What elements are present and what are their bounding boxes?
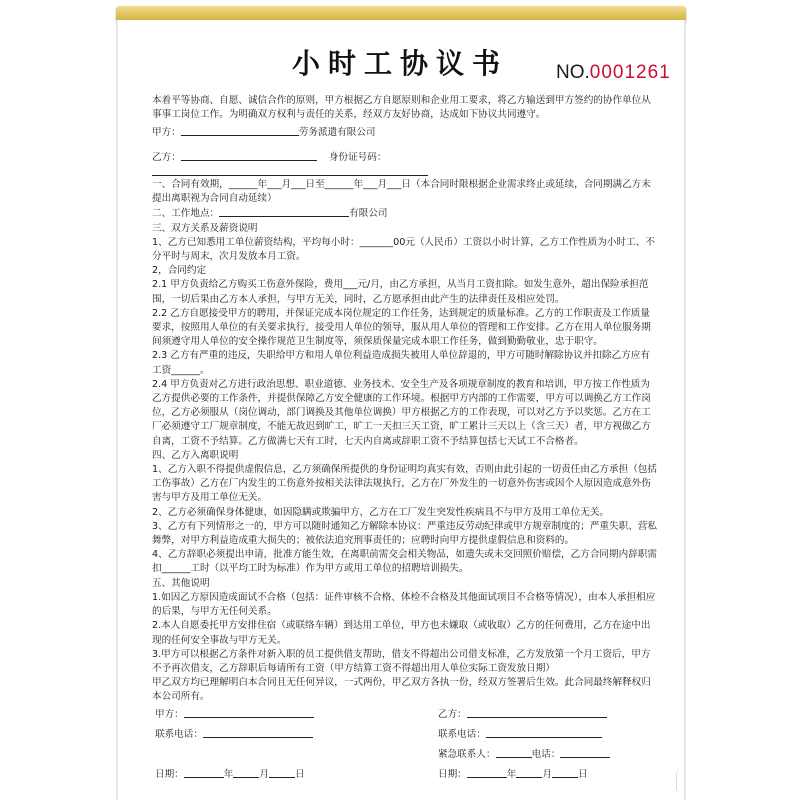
closing-paragraph: 甲乙双方均已理解明白本合同且无任何异议，一式两份，甲乙双方各执一份，经双方签署后生效。此合同最终解释权归本公司所有。 xyxy=(152,677,651,703)
clause-2-4: 2.4 甲方负责对乙方进行政治思想、职业道德、业务技术、安全生产及各项规章制度的教育和培训，甲方按工作性质为乙方提供必要的工作条件，并提供保障乙方安全健康的工作环境。根据甲方内部的工作需要，甲方可以调换乙方工作岗位，乙方必须服从（岗位调动，部门调换及其他单位调换）甲方根据乙方的工作表现，可以对乙方予以奖惩。乙方在工厂必须遵守工厂规章制度，不能无故迟到旷工，旷工一天扣三天工资，旷工累计三天以上（含三天）者，甲方视做乙方自离，工资不予结算。乙方做满七天有工时，七天内自离或辞职工资不予结算包括七天试工不合格者。 xyxy=(152,378,651,447)
clause-4-heading: 四、乙方入离职说明 xyxy=(152,449,239,461)
party-a-line xyxy=(152,125,658,140)
intro-paragraph: 本着平等协商、自愿、诚信合作的原则，甲方根据乙方自愿原则和企业用工要求，将乙方输送到甲方签约的协作单位从事事工岗位工作。为明确双方权利与责任的关系，经双方友好协商，达成如下协议共同遵守。 xyxy=(152,95,651,121)
sig-party-b-date-label: 日期： xyxy=(438,769,467,780)
emergency-phone-blank[interactable] xyxy=(560,746,610,758)
sig-party-a-phone xyxy=(155,726,313,740)
clause-2-label: 二、工作地点： xyxy=(152,208,220,220)
sig-a-year-blank[interactable] xyxy=(184,766,224,778)
emergency-contact-label: 紧急联系人： xyxy=(438,749,496,760)
clause-2-1: 2.1 甲方负责给乙方购买工伤意外保险，费用___元/月，由乙方承担，从当月工资扣除。如发生意外，超出保险承担范围，一切后果由乙方本人承担，与甲方无关，同时，乙方愿承担由此产生的法律责任及相应处罚。 xyxy=(152,279,649,305)
clause-3-1: 1、乙方已知悉用工单位薪资结构，平均每小时：_______00元（人民币）工资以小时计算，乙方工作性质为小时工、不分平时与周末，次月发放本月工资。 xyxy=(152,236,655,263)
id-blank[interactable] xyxy=(152,165,428,176)
sig-party-b-phone xyxy=(438,726,602,740)
sig-a-month-blank[interactable] xyxy=(233,766,259,778)
sig-party-a-phone-label: 联系电话： xyxy=(155,729,203,740)
sig-emergency xyxy=(438,746,610,760)
work-location-blank[interactable] xyxy=(219,206,349,217)
party-a-blank[interactable] xyxy=(181,125,299,136)
clause-5-3: 3.甲方可以根据乙方条件对新入职的员工提供借支帮助，借支不得超出公司借支标准，乙方发放第一个月工资后，甲方不予再次借支，乙方辞职后每请所有工资（甲方结算工资不得超出用人单位实际工资发放日期） xyxy=(152,648,651,674)
sig-party-a-blank[interactable] xyxy=(184,706,314,718)
sig-party-a-date xyxy=(155,766,305,780)
party-a-label: 甲方： xyxy=(152,127,181,138)
party-b-blank[interactable] xyxy=(181,150,317,161)
clause-4-4: 4、乙方辞职必须提出申请，批准方能生效，在离职前需交会相关物品，如遗失或未交回照价赔偿，乙方合同期内辞职需扣______工时（以平均工时为标准）作为甲方或用工单位的招聘培训损失。 xyxy=(152,549,657,575)
serial-prefix: NO. xyxy=(556,62,590,83)
serial-digits: 0001261 xyxy=(589,62,671,83)
clause-4-2: 2、乙方必须确保身体健康，如因隐瞒或欺骗甲方，乙方在工厂发生突发性疾病具不与甲方及用工单位无关。 xyxy=(152,506,610,518)
id-label: 身份证号码： xyxy=(328,152,387,163)
clause-5-2: 2.本人自愿委托甲方安排住宿（或联络车辆）到达用工单位，甲方也未嫌取（或收取）乙方的任何费用，乙方在途中出现的任何安全事故与甲方无关。 xyxy=(152,620,651,646)
serial-number xyxy=(556,62,671,84)
sig-party-a-label: 甲方： xyxy=(155,709,184,720)
document-title: 小时工协议书 xyxy=(291,47,508,80)
sig-party-b xyxy=(438,706,607,720)
clause-2-2: 2.2 乙方自愿接受甲方的聘用，并保证完成本岗位规定的工作任务，达到规定的质量标准。乙方的工作职责及工作质量要求，按照用人单位的有关要求执行，接受用人单位的领导，服从用人单位的管理和工作安排。乙方在用人单位服务期间须遵守用人单位的安全操作规范卫生制度等，须保质保量完成本职工作任务，做到勤勤敬业，忠于职守。 xyxy=(152,307,651,348)
clause-2 xyxy=(152,206,658,221)
intro-section xyxy=(152,94,658,122)
sig-party-a-phone-blank[interactable] xyxy=(203,726,313,738)
sig-party-b-blank[interactable] xyxy=(467,706,607,718)
month-label: 月 xyxy=(542,769,552,780)
day-label: 日 xyxy=(294,769,305,780)
clause-3-2: 2，合同约定 xyxy=(152,265,207,277)
clause-2-3: 2.3 乙方有严重的违反，失职给甲方和用人单位利益造成损失被用人单位辞退的，甲方可随时解除协议并扣除乙方应有工资______。 xyxy=(152,350,650,376)
sig-b-year-blank[interactable] xyxy=(467,766,507,778)
sig-b-day-blank[interactable] xyxy=(552,766,578,778)
clause-1: 一、合同有效期，______年___月___日至______年___月___日（本合同时限根据企业需求终止或延续，合同期满乙方未提出离职视为合同自动延续） xyxy=(152,179,651,205)
party-a-company: 劳务派遣有限公司 xyxy=(298,127,376,138)
emergency-contact-blank[interactable] xyxy=(496,746,532,758)
page-curl xyxy=(676,770,683,792)
year-label: 年 xyxy=(223,769,234,780)
sig-party-b-date xyxy=(438,766,588,780)
year-label: 年 xyxy=(506,769,517,780)
sig-party-b-phone-label: 联系电话： xyxy=(438,729,486,740)
emergency-phone-label: 电话： xyxy=(531,749,561,760)
clause-4-1: 1、乙方入职不得提供虚假信息，乙方须确保所提供的身份证明均真实有效，否则由此引起的一切责任由乙方承担（包括工伤事故）乙方在厂内发生的工伤意外按相关法律法规执行，乙方在厂外发生的一切意外伤害或因个人原因造成意外伤害与甲方及用工单位无关。 xyxy=(152,464,657,504)
clause-5-heading: 五、其他说明 xyxy=(152,577,210,589)
day-label: 日 xyxy=(577,769,588,780)
sig-party-b-phone-blank[interactable] xyxy=(486,726,602,738)
clause-5-1: 1.如因乙方原因造成面试不合格（包括：证件审核不合格、体检不合格及其他面试项目不合格等情况），由本人承担相应的后果，与甲方无任何关系。 xyxy=(152,591,656,618)
sig-party-a xyxy=(155,706,314,720)
sig-b-month-blank[interactable] xyxy=(516,766,542,778)
sig-party-a-date-label: 日期： xyxy=(155,769,184,780)
clause-2-company: 有限公司 xyxy=(349,208,388,220)
clauses-section xyxy=(152,178,658,705)
sig-a-day-blank[interactable] xyxy=(269,766,295,778)
sig-party-b-label: 乙方： xyxy=(438,709,467,720)
party-b-line xyxy=(152,150,658,180)
clause-4-3: 3、乙方有下列情形之一的，甲方可以随时通知乙方解除本协议：严重违反劳动纪律或甲方规章制度的；严重失职、营私舞弊，对甲方利益造成重大损失的；被依法追究刑事责任的；应聘时向甲方提供虚假信息和资料的。 xyxy=(152,520,657,547)
clause-3-heading: 三、双方关系及薪资说明 xyxy=(152,222,258,234)
month-label: 月 xyxy=(259,769,269,780)
party-b-label: 乙方： xyxy=(152,152,181,163)
